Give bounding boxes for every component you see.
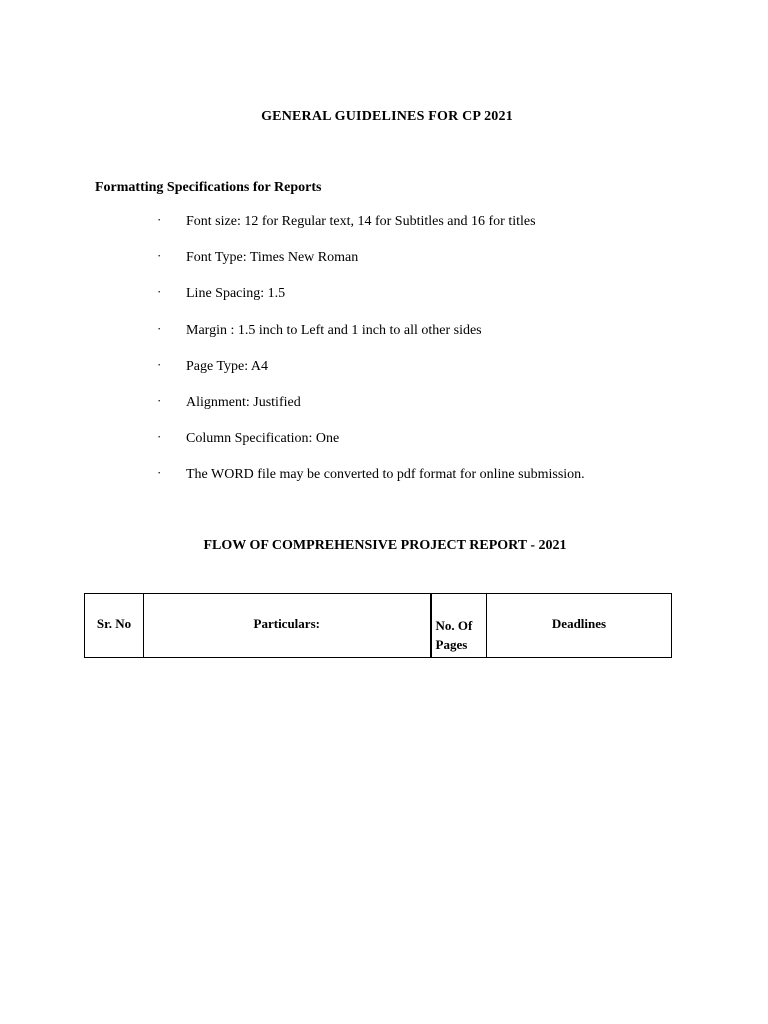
spec-font-size: Font size: 12 for Regular text, 14 for Subtitles and 16 for titles bbox=[186, 214, 536, 229]
bullet-icon: · bbox=[157, 465, 162, 481]
spec-line-spacing: Line Spacing: 1.5 bbox=[186, 286, 286, 302]
header-particulars: Particulars: bbox=[144, 594, 431, 658]
flow-table bbox=[84, 593, 672, 658]
spec-word-file: The WORD file may be converted to pdf format for online submission. bbox=[186, 467, 585, 483]
bullet-icon: · bbox=[157, 212, 162, 227]
header-deadlines: Deadlines bbox=[487, 594, 672, 658]
spec-font-type: Font Type: Times New Roman bbox=[186, 250, 359, 266]
spec-column: Column Specification: One bbox=[186, 431, 340, 447]
header-no-of-pages-line2: Pages bbox=[435, 637, 468, 652]
header-no-of-pages-line1: No. Of bbox=[435, 618, 473, 633]
spec-page-type: Page Type: A4 bbox=[186, 358, 268, 374]
header-no-of-pages bbox=[431, 594, 487, 658]
spec-margin: Margin : 1.5 inch to Left and 1 inch to all other sides bbox=[186, 322, 482, 338]
bullet-icon: · bbox=[157, 284, 162, 300]
header-sr-no: Sr. No bbox=[85, 594, 144, 658]
bullet-icon: · bbox=[157, 320, 162, 336]
document-title: GENERAL GUIDELINES FOR CP 2021 bbox=[261, 109, 513, 124]
bullet-icon: · bbox=[157, 429, 162, 445]
formatting-specifications-heading: Formatting Specifications for Reports bbox=[95, 180, 322, 195]
bullet-icon: · bbox=[157, 248, 162, 264]
flow-heading: FLOW OF COMPREHENSIVE PROJECT REPORT - 2021 bbox=[203, 538, 567, 553]
bullet-icon: · bbox=[157, 356, 162, 372]
table-header-row bbox=[85, 594, 672, 658]
spec-alignment: Alignment: Justified bbox=[186, 394, 301, 410]
bullet-icon: · bbox=[157, 392, 162, 408]
